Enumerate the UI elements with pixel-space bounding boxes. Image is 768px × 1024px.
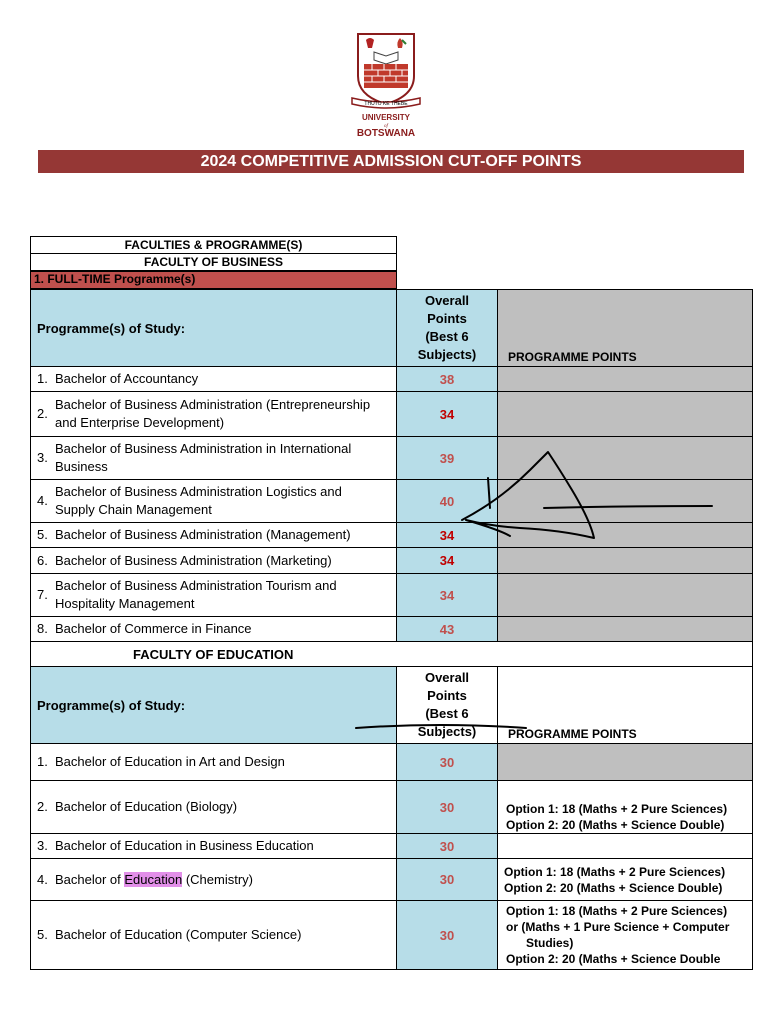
university-crest-icon (348, 30, 424, 142)
faculties-programmes-header: FACULTIES & PROGRAMME(S) (30, 236, 397, 254)
row-number: 7. (37, 587, 48, 602)
programme-name: Bachelor of Education in Business Education (55, 838, 314, 853)
overall-line: Points (427, 688, 467, 703)
programme-points-options (497, 780, 753, 834)
option-line: Option 1: 18 (Maths + 2 Pure Sciences) (506, 904, 728, 918)
row-number: 4. (37, 871, 48, 887)
table-row-programme (30, 366, 397, 392)
row-number: 5. (37, 927, 48, 942)
programme-points-options (497, 900, 753, 970)
overall-points-value: 38 (396, 366, 498, 392)
overall-points-value: 34 (396, 522, 498, 548)
option-line: Option 2: 20 (Maths + Science Double) (506, 818, 725, 832)
full-time-band: 1. FULL-TIME Programme(s) (30, 271, 397, 289)
overall-line: Overall (424, 670, 470, 685)
overall-points-value: 30 (396, 858, 498, 901)
overall-line: Points (427, 311, 467, 326)
option-line: or (Maths + 1 Pure Science + Computer (506, 920, 730, 934)
row-number: 8. (37, 621, 48, 636)
overall-points-value: 30 (396, 900, 498, 970)
programme-points-cell (497, 573, 753, 617)
education-programme-points-header: PROGRAMME POINTS (497, 666, 753, 744)
programme-name: Bachelor of Business Administration (Entrepreneurship and Enterprise Development) (55, 397, 371, 430)
option-line: Option 1: 18 (Maths + 2 Pure Sciences) (504, 864, 726, 879)
education-programme-header: Programme(s) of Study: (30, 666, 397, 744)
overall-line: Subjects) (417, 347, 477, 362)
overall-line: (Best 6 (425, 329, 469, 344)
programme-name: Bachelor of Business Administration in International Business (55, 441, 352, 474)
page-title: 2024 COMPETITIVE ADMISSION CUT-OFF POINTS (38, 150, 744, 173)
table-row-programme (30, 833, 397, 859)
university-logo (348, 30, 424, 142)
row-number: 1. (37, 371, 48, 386)
overall-points-value: 34 (396, 391, 498, 437)
table-row-programme (30, 573, 397, 617)
programme-points-cell (497, 616, 753, 642)
row-number: 1. (37, 754, 48, 769)
overall-line: (Best 6 (425, 706, 469, 721)
row-number: 5. (37, 527, 48, 542)
programme-name: Bachelor of Business Administration (Marketing) (55, 552, 332, 568)
programme-name: Bachelor of (55, 871, 125, 887)
business-programme-points-header: PROGRAMME POINTS (497, 289, 753, 367)
programme-points-cell (497, 833, 753, 859)
programme-name: Bachelor of Commerce in Finance (55, 621, 252, 636)
table-row-programme (30, 547, 397, 574)
row-number: 4. (37, 493, 48, 508)
overall-line: Overall (424, 293, 470, 308)
overall-points-value: 30 (396, 743, 498, 781)
programme-points-options (497, 858, 753, 901)
overall-points-value: 40 (396, 479, 498, 523)
overall-points-value: 30 (396, 780, 498, 834)
programme-points-cell (497, 547, 753, 574)
table-row-programme (30, 616, 397, 642)
programme-name: Bachelor of Education in Art and Design (55, 754, 285, 769)
table-row-programme (30, 780, 397, 834)
row-number: 6. (37, 552, 48, 568)
overall-line: Subjects) (417, 724, 477, 739)
programme-name: Bachelor of Education (Computer Science) (55, 927, 302, 942)
table-row-programme (30, 743, 397, 781)
programme-points-cell (497, 743, 753, 781)
programme-name: Bachelor of Business Administration Logistics and Supply Chain Management (55, 484, 342, 517)
programme-name: Bachelor of Business Administration (Management) (55, 527, 351, 542)
overall-points-value: 34 (396, 573, 498, 617)
logo-name-line2: of (384, 124, 388, 129)
table-row-programme (30, 391, 397, 437)
table-row-programme (30, 858, 397, 901)
option-line: Option 2: 20 (Maths + Science Double (506, 952, 721, 966)
programme-name: Bachelor of Accountancy (55, 371, 199, 386)
programme-points-cell (497, 366, 753, 392)
table-row-programme (30, 479, 397, 523)
table-row-programme (30, 900, 397, 970)
business-programme-header: Programme(s) of Study: (30, 289, 397, 367)
overall-points-value: 34 (396, 547, 498, 574)
overall-points-value: 30 (396, 833, 498, 859)
option-line: Option 2: 20 (Maths + Science Double) (504, 880, 723, 895)
programme-points-cell (497, 436, 753, 480)
faculty-business-header: FACULTY OF BUSINESS (30, 254, 397, 271)
programme-name: (Chemistry) (182, 871, 253, 887)
row-number: 3. (37, 838, 48, 853)
table-row-programme (30, 436, 397, 480)
logo-motto: THUTO KE THEBE (364, 101, 408, 107)
option-line: Studies) (526, 936, 574, 950)
table-row-programme (30, 522, 397, 548)
option-line: Option 1: 18 (Maths + 2 Pure Sciences) (506, 802, 728, 816)
row-number: 3. (37, 450, 48, 465)
row-number: 2. (37, 799, 48, 814)
programme-name: Bachelor of Business Administration Tourism and Hospitality Management (55, 578, 337, 611)
logo-name-line3: BOTSWANA (356, 128, 416, 139)
programme-points-cell (497, 391, 753, 437)
overall-points-value: 43 (396, 616, 498, 642)
highlighted-text: Education (124, 871, 183, 887)
faculty-education-header: FACULTY OF EDUCATION (30, 641, 753, 667)
programme-name: Bachelor of Education (Biology) (55, 799, 238, 814)
overall-points-value: 39 (396, 436, 498, 480)
logo-name-line1: UNIVERSITY (361, 113, 411, 122)
programme-points-cell (497, 479, 753, 523)
business-overall-points-header (396, 289, 498, 367)
row-number: 2. (37, 406, 48, 421)
education-overall-points-header (396, 666, 498, 744)
programme-points-cell (497, 522, 753, 548)
